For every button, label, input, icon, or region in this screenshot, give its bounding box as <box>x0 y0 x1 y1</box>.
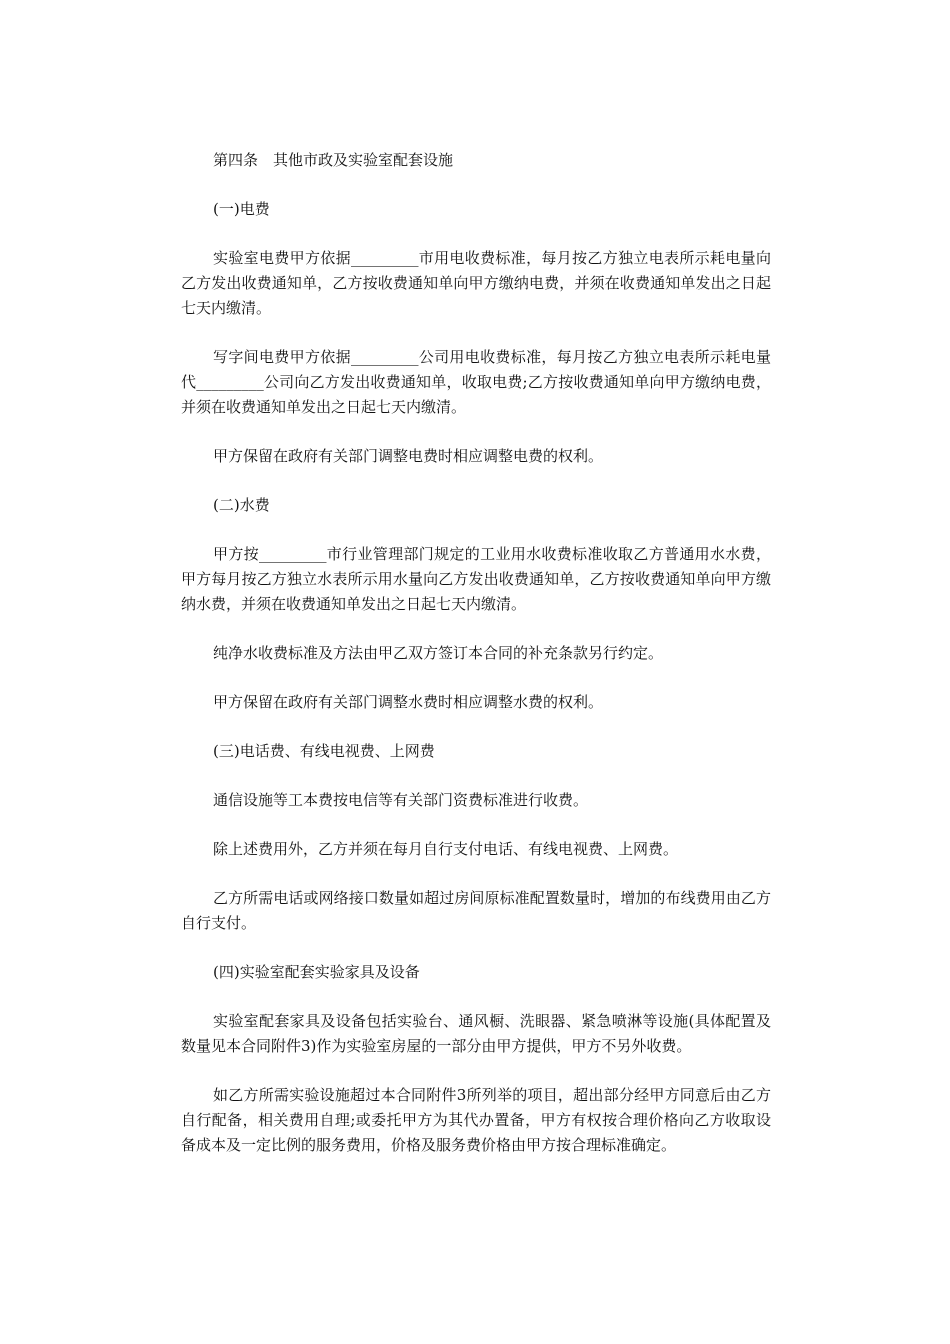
paragraph-pure-water: 纯净水收费标准及方法由甲乙双方签订本合同的补充条款另行约定。 <box>213 644 664 662</box>
section-heading-telecom: (三)电话费、有线电视费、上网费 <box>213 742 435 760</box>
paragraph-wiring-cost: 乙方所需电话或网络接口数量如超过房间原标准配置数量时，增加的布线费用由乙方自行支付。 <box>181 889 771 932</box>
paragraph-water-fee: 甲方按_________市行业管理部门规定的工业用水收费标准收取乙方普通用水水费，甲方每月按乙方独立水表所示用水量向乙方发出收费通知单，乙方按收费通知单向甲方缴纳水费，并须在收费通知单发出之日起七天内缴清。 <box>181 545 771 613</box>
paragraph-extra-equipment: 如乙方所需实验设施超过本合同附件3所列举的项目，超出部分经甲方同意后由乙方自行配备，相关费用自理;或委托甲方为其代办置备，甲方有权按合理价格向乙方收取设备成本及一定比例的服务费用，价格及服务费价格由甲方按合理标准确定。 <box>181 1086 771 1154</box>
paragraph-telecom-cost: 通信设施等工本费按电信等有关部门资费标准进行收费。 <box>213 791 589 809</box>
section-heading-lab-furniture: (四)实验室配套实验家具及设备 <box>213 963 420 981</box>
paragraph-lab-electricity: 实验室电费甲方依据_________市用电收费标准，每月按乙方独立电表所示耗电量向乙方发出收费通知单，乙方按收费通知单向甲方缴纳电费，并须在收费通知单发出之日起七天内缴清。 <box>181 249 771 317</box>
section-heading-water: (二)水费 <box>213 496 270 514</box>
paragraph-telecom-monthly: 除上述费用外，乙方并须在每月自行支付电话、有线电视费、上网费。 <box>213 840 679 858</box>
document-page <box>181 148 771 1158</box>
paragraph-electricity-adjustment: 甲方保留在政府有关部门调整电费时相应调整电费的权利。 <box>213 447 604 465</box>
paragraph-office-electricity: 写字间电费甲方依据_________公司用电收费标准，每月按乙方独立电表所示耗电量代_________公司向乙方发出收费通知单，收取电费;乙方按收费通知单向甲方缴纳电费，并须在收费通知单发出之日起七天内缴清。 <box>181 348 771 416</box>
article-heading: 第四条 其他市政及实验室配套设施 <box>213 151 454 169</box>
paragraph-water-adjustment: 甲方保留在政府有关部门调整水费时相应调整水费的权利。 <box>213 693 604 711</box>
paragraph-lab-furniture: 实验室配套家具及设备包括实验台、通风橱、洗眼器、紧急喷淋等设施(具体配置及数量见本合同附件3)作为实验室房屋的一部分由甲方提供，甲方不另外收费。 <box>181 1012 771 1055</box>
section-heading-electricity: (一)电费 <box>213 200 270 218</box>
